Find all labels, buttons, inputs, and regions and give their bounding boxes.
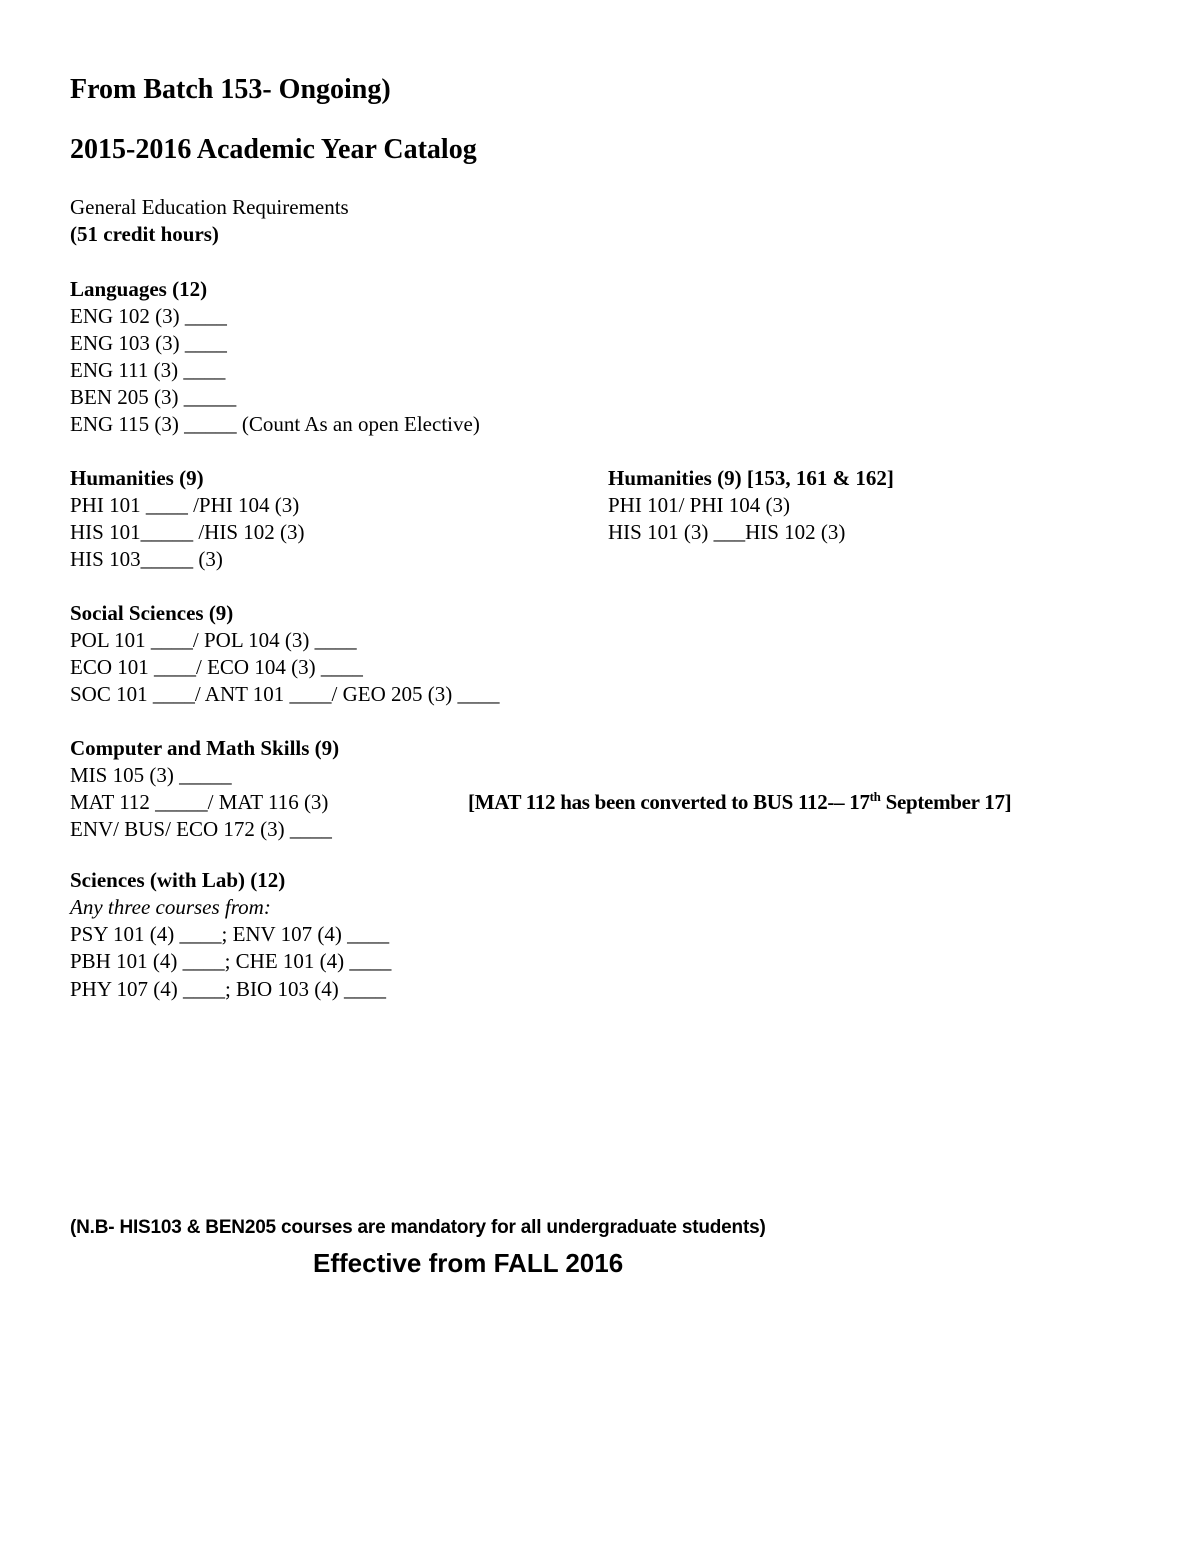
course-line: HIS 101 (3) ___HIS 102 (3) xyxy=(608,520,846,544)
effective-date: Effective from FALL 2016 xyxy=(313,1248,624,1278)
course-line: ECO 101 ____/ ECO 104 (3) ____ xyxy=(70,655,363,679)
computer-heading: Computer and Math Skills (9) xyxy=(70,736,340,760)
course-line: PHI 101 ____ /PHI 104 (3) xyxy=(70,493,300,517)
course-line: ENG 115 (3) _____ (Count As an open Elective) xyxy=(70,412,480,436)
document-title: From Batch 153- Ongoing) xyxy=(70,74,391,105)
course-line: ENG 111 (3) ____ xyxy=(70,358,226,382)
course-line: HIS 103_____ (3) xyxy=(70,547,223,571)
catalog-title: 2015-2016 Academic Year Catalog xyxy=(70,134,477,165)
social-heading: Social Sciences (9) xyxy=(70,601,234,625)
course-line: SOC 101 ____/ ANT 101 ____/ GEO 205 (3) ____ xyxy=(70,682,500,706)
note-text: September 17] xyxy=(880,790,1012,814)
credit-hours: (51 credit hours) xyxy=(70,222,219,246)
note-text: [MAT 112 has been converted to BUS 112-– 17 xyxy=(468,790,870,814)
course-line: ENV/ BUS/ ECO 172 (3) ____ xyxy=(70,817,332,841)
humanities-heading: Humanities (9) xyxy=(70,466,204,490)
course-line: PBH 101 (4) ____; CHE 101 (4) ____ xyxy=(70,949,392,973)
course-line: MAT 112 _____/ MAT 116 (3) xyxy=(70,790,329,814)
course-line: MIS 105 (3) _____ xyxy=(70,763,232,787)
course-line: POL 101 ____/ POL 104 (3) ____ xyxy=(70,628,357,652)
course-line: PHY 107 (4) ____; BIO 103 (4) ____ xyxy=(70,977,386,1001)
sciences-subheading: Any three courses from: xyxy=(70,895,271,919)
intro-label: General Education Requirements xyxy=(70,195,349,219)
course-line: PSY 101 (4) ____; ENV 107 (4) ____ xyxy=(70,922,390,946)
note-superscript: th xyxy=(869,789,881,804)
humanities-alt-heading: Humanities (9) [153, 161 & 162] xyxy=(608,466,894,490)
sciences-heading: Sciences (with Lab) (12) xyxy=(70,868,286,892)
course-line: HIS 101_____ /HIS 102 (3) xyxy=(70,520,305,544)
mandatory-note: (N.B- HIS103 & BEN205 courses are mandatory for all undergraduate students) xyxy=(70,1217,766,1238)
course-line: ENG 103 (3) ____ xyxy=(70,331,227,355)
languages-heading: Languages (12) xyxy=(70,277,208,301)
course-line: ENG 102 (3) ____ xyxy=(70,304,227,328)
course-line: PHI 101/ PHI 104 (3) xyxy=(608,493,790,517)
course-line: BEN 205 (3) _____ xyxy=(70,385,237,409)
conversion-note xyxy=(468,790,1011,814)
